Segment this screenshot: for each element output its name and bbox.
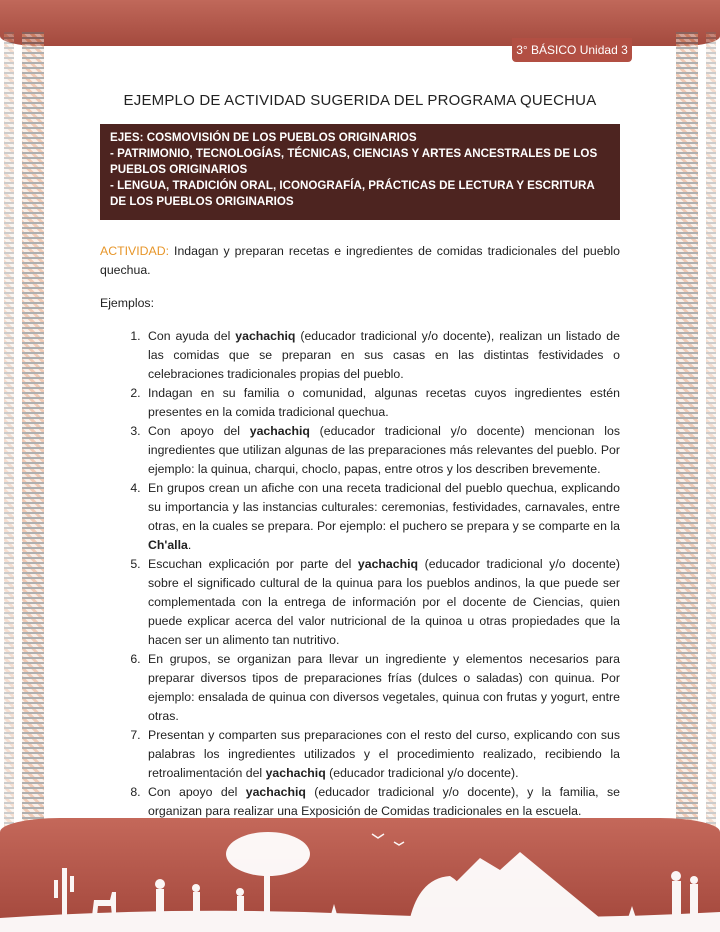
item-bold-term: Ch'alla (148, 538, 188, 552)
item-text: (educador tradicional y/o docente) mencionan los ingredientes que utilizan algunas de las preparaciones más relevantes del pueblo. Por ejemplo: la quinua, charqui, choclo, papas, entre otros y los describen brevemente. (148, 424, 620, 476)
item-text: (educador tradicional y/o docente), realizan un listado de las comidas que se preparan en sus casas en las distintas festividades o celebraciones tradicionales propias del pueblo. (148, 329, 620, 381)
left-pattern-border (22, 32, 44, 828)
examples-list (100, 327, 620, 821)
item-text: Presentan y comparten sus preparaciones con el resto del curso, explicando con sus palabras los ingredientes utilizados y el procedimiento realizado, recibiendo la retroalimentación del (148, 728, 620, 780)
item-text: (educador tradicional y/o docente) sobre el significado cultural de la quinua para los pueblos andinos, la que puede ser complementada con la entrega de información por el docente de Ciencias, quien puede explicar acerca del valor nutricional de la quinoa u otras propiedades que la hacen ser un alimento tan nutritivo. (148, 557, 620, 647)
activity-text: Indagan y preparan recetas e ingredientes de comidas tradicionales del pueblo quechua. (100, 244, 620, 277)
list-item (144, 479, 620, 555)
examples-heading: Ejemplos: (100, 296, 154, 310)
item-bold-term: yachachiq (265, 766, 326, 780)
item-text: Escuchan explicación por parte del (148, 557, 358, 571)
list-item (144, 726, 620, 783)
item-text: En grupos crean un afiche con una receta tradicional del pueblo quechua, explicando su importancia y las instancias culturales: ceremonias, festividades, carnavales, entre otras, en la cuales se prepara. Por ejemplo: el puchero se prepara y se comparte en la (148, 481, 620, 533)
ejes-line: - LENGUA, TRADICIÓN ORAL, ICONOGRAFÍA, PRÁCTICAS DE LECTURA Y ESCRITURA DE LOS PUEBLOS ORIGINARIOS (110, 179, 595, 208)
unit-tab: 3° BÁSICO Unidad 3 (512, 38, 632, 62)
footer-landscape-illustration (0, 818, 720, 932)
ejes-line: EJES: COSMOVISIÓN DE LOS PUEBLOS ORIGINARIOS (110, 131, 417, 144)
right-outer-pattern-border (706, 32, 716, 828)
ejes-box (100, 124, 620, 220)
item-bold-term: yachachiq (245, 785, 306, 799)
list-item (144, 384, 620, 422)
item-text: . (187, 538, 192, 552)
ejes-line: - PATRIMONIO, TECNOLOGÍAS, TÉCNICAS, CIENCIAS Y ARTES ANCESTRALES DE LOS PUEBLOS ORIGINARIOS (110, 147, 598, 176)
item-text: Con apoyo del (148, 785, 246, 799)
list-item (144, 422, 620, 479)
item-text: Indagan en su familia o comunidad, algunas recetas cuyos ingredientes estén presentes en la comida tradicional quechua. (148, 386, 620, 419)
item-text: Con ayuda del (148, 329, 236, 343)
item-bold-term: yachachiq (235, 329, 296, 343)
left-outer-pattern-border (4, 32, 14, 828)
item-text: Con apoyo del (148, 424, 250, 438)
item-bold-term: yachachiq (249, 424, 310, 438)
activity-content (100, 242, 620, 821)
list-item (144, 783, 620, 821)
item-text: En grupos, se organizan para llevar un ingrediente y elementos necesarios para preparar diversos tipos de preparaciones frías (dulces o saladas) con quinua. Por ejemplo: ensalada de quinua con diversos vegetales, quinua con frutas y yogurt, entre otras. (148, 652, 620, 723)
list-item (144, 327, 620, 384)
activity-paragraph (100, 242, 620, 280)
landscape-silhouette (0, 818, 720, 932)
list-item (144, 555, 620, 650)
item-text: (educador tradicional y/o docente). (325, 766, 519, 780)
page-title: EJEMPLO DE ACTIVIDAD SUGERIDA DEL PROGRAMA QUECHUA (123, 92, 597, 109)
activity-label: ACTIVIDAD: (100, 244, 170, 258)
right-pattern-border (676, 32, 698, 828)
item-text: (educador tradicional y/o docente), y la familia, se organizan para realizar una Exposición de Comidas tradicionales en la escuela. (148, 785, 620, 818)
item-bold-term: yachachiq (357, 557, 419, 571)
list-item (144, 650, 620, 726)
